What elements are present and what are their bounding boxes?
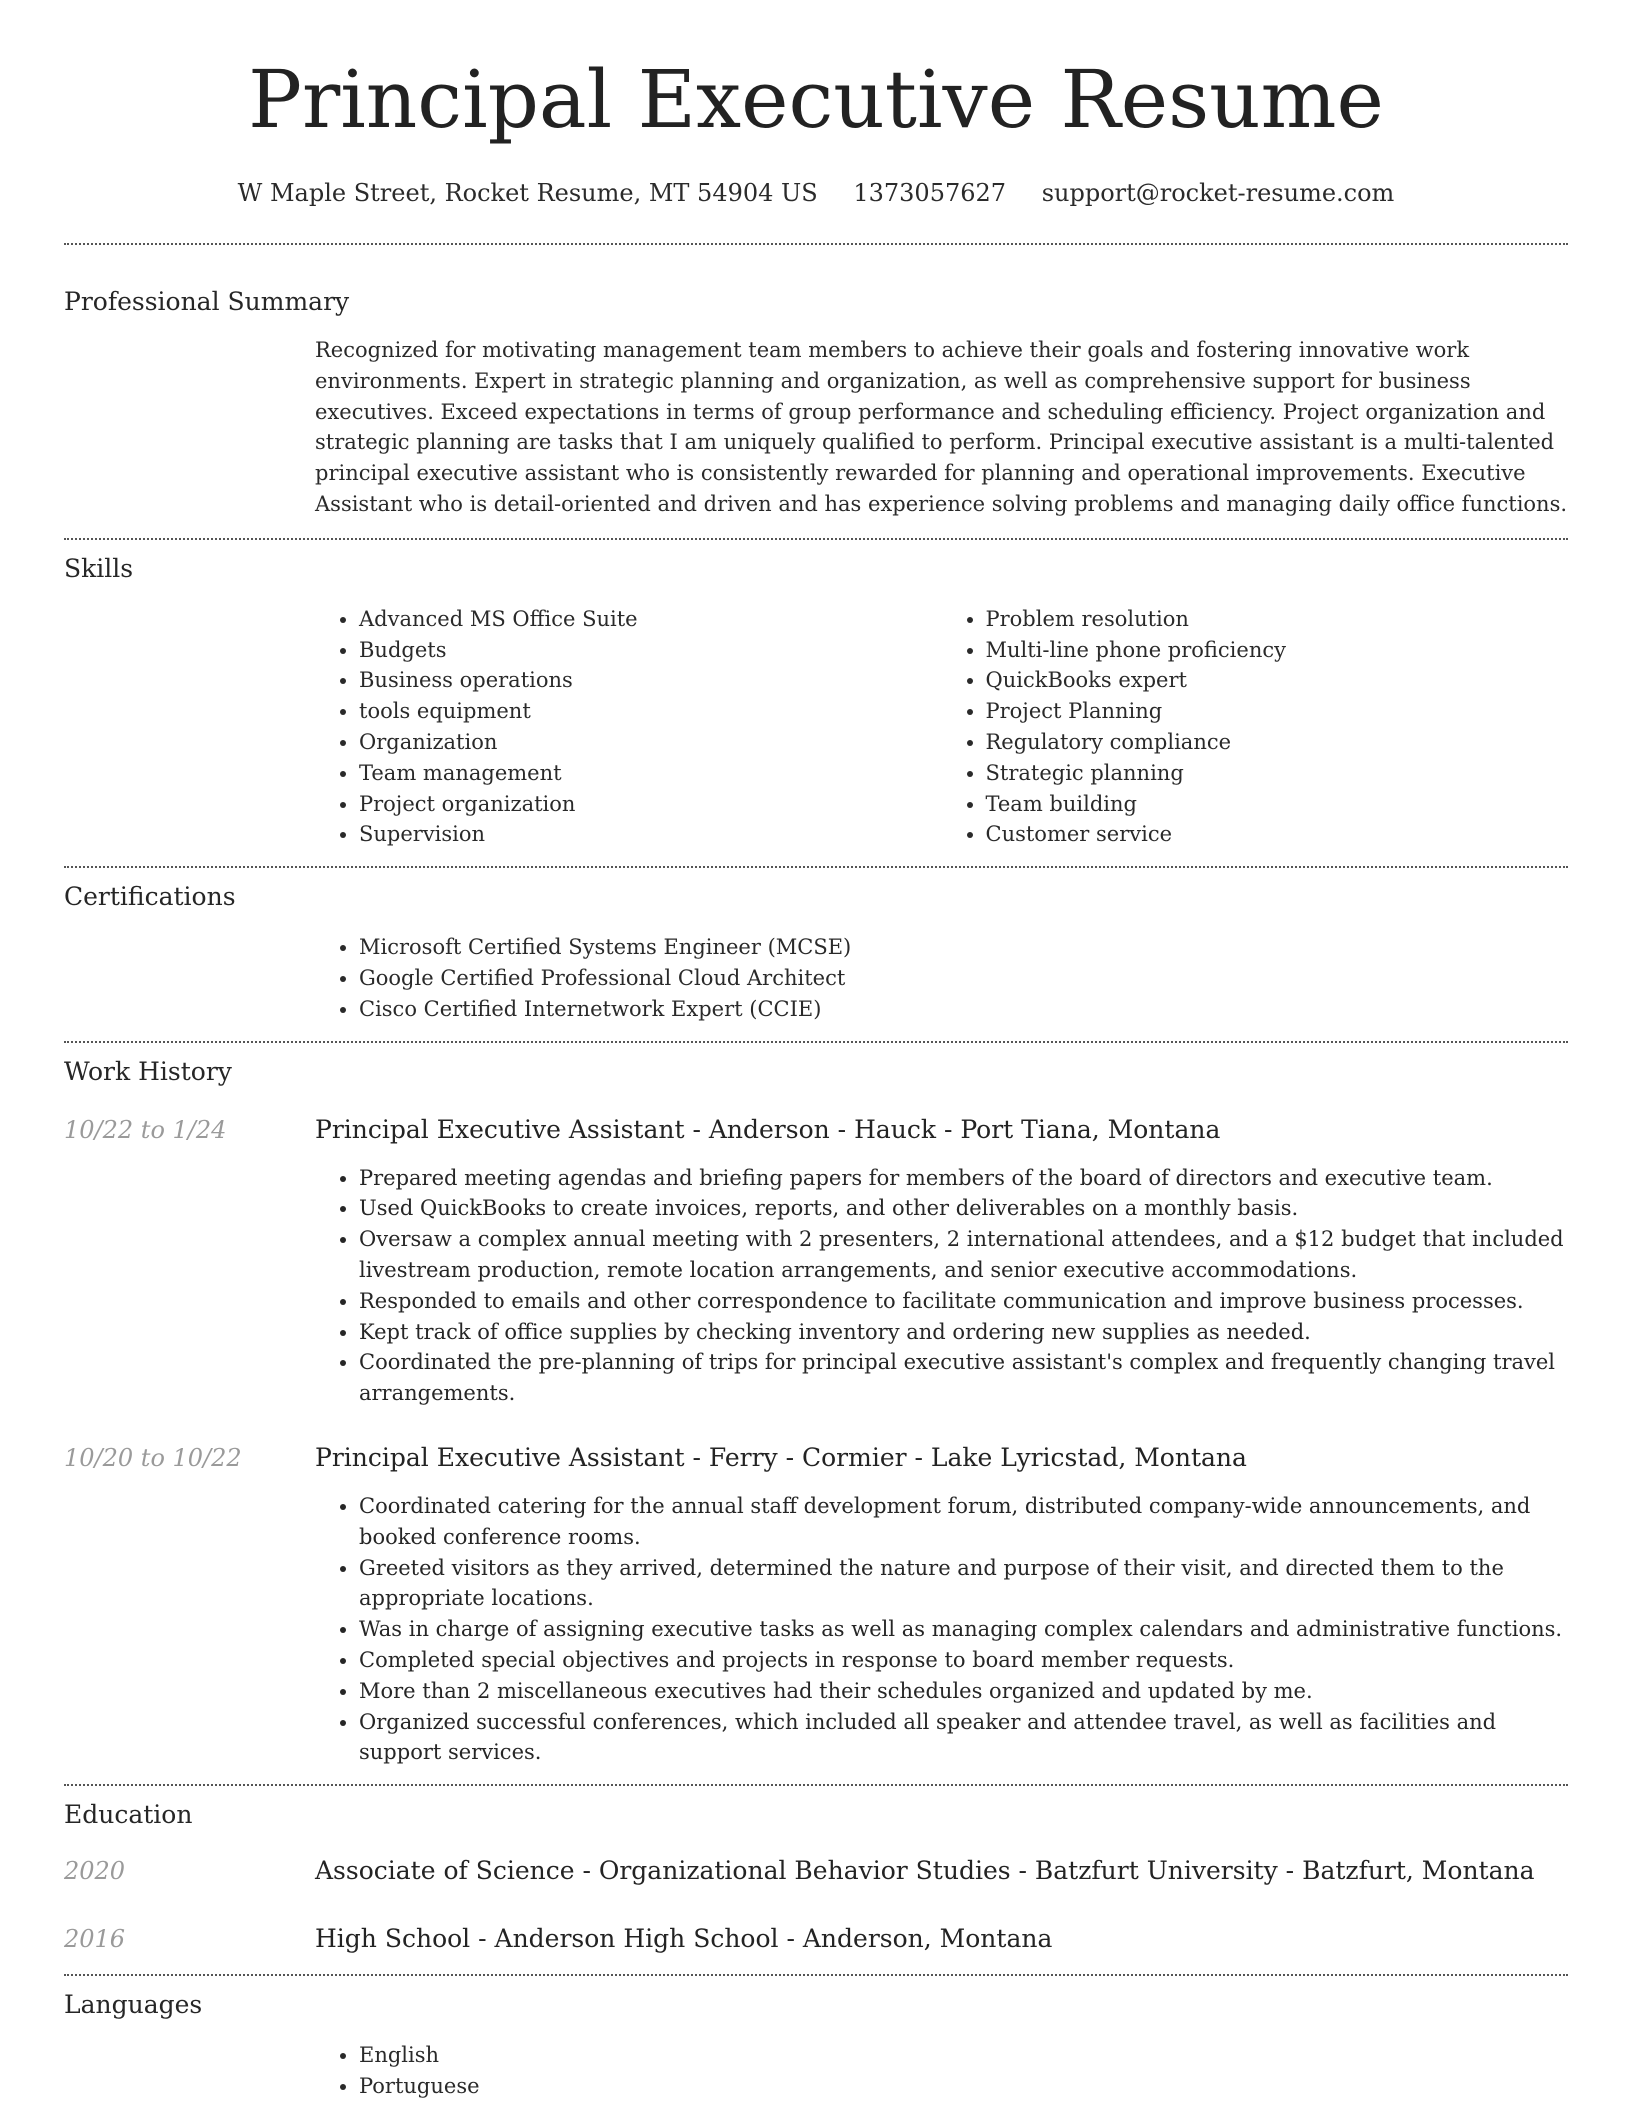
skill-item: • QuickBooks expert — [986, 665, 1569, 696]
job-bullet: • Coordinated catering for the annual staff development forum, distributed company-wide announcements, and booked conference rooms. — [359, 1491, 1568, 1553]
education-year: 2016 — [64, 1925, 126, 1954]
job-entry — [64, 1115, 1568, 1409]
skill-item: • Organization — [359, 727, 942, 758]
languages-section — [0, 1976, 1632, 2102]
skill-item: • Budgets — [359, 635, 942, 666]
education-heading: Education — [64, 1800, 193, 1830]
job-bullet: • Responded to emails and other correspondence to facilitate communication and improve business processes. — [359, 1286, 1568, 1317]
skills-list-right — [942, 604, 1569, 850]
skill-item: • Supervision — [359, 819, 942, 850]
job-dates: 10/20 to 10/22 — [64, 1443, 242, 1472]
job-title: Principal Executive Assistant - Anderson - Hauck - Port Tiana, Montana — [315, 1114, 1221, 1144]
skill-item: • tools equipment — [359, 696, 942, 727]
skill-item: • Strategic planning — [986, 758, 1569, 789]
job-bullet: • Used QuickBooks to create invoices, reports, and other deliverables on a monthly basis. — [359, 1193, 1568, 1224]
certifications-section — [0, 868, 1632, 1024]
skills-heading: Skills — [64, 553, 134, 583]
job-bullets — [315, 1491, 1568, 1768]
certification-item: • Google Certified Professional Cloud Architect — [359, 963, 1568, 994]
summary-section — [0, 245, 1632, 520]
job-entry — [64, 1443, 1568, 1768]
contact-email: support@rocket-resume.com — [1041, 179, 1395, 207]
skill-item: • Team building — [986, 789, 1569, 820]
education-year: 2020 — [64, 1857, 126, 1886]
job-title: Principal Executive Assistant - Ferry - Cormier - Lake Lyricstad, Montana — [315, 1442, 1247, 1472]
contact-address: W Maple Street, Rocket Resume, MT 54904 US — [237, 179, 818, 207]
contact-phone: 1373057627 — [853, 179, 1007, 207]
skill-item: • Business operations — [359, 665, 942, 696]
certification-item: • Cisco Certified Internetwork Expert (CCIE) — [359, 994, 1568, 1025]
skill-item: • Project Planning — [986, 696, 1569, 727]
contact-line — [0, 178, 1632, 208]
languages-list — [315, 2040, 1568, 2102]
languages-content — [315, 2040, 1568, 2102]
certifications-content — [315, 932, 1568, 1024]
skills-columns — [315, 604, 1568, 850]
job-bullet: • Was in charge of assigning executive tasks as well as managing complex calendars and administrative functions. — [359, 1614, 1568, 1645]
certifications-list — [315, 932, 1568, 1024]
job-bullet: • Kept track of office supplies by checking inventory and ordering new supplies as needed. — [359, 1317, 1568, 1348]
job-bullet: • Greeted visitors as they arrived, determined the nature and purpose of their visit, and directed them to the appropriate locations. — [359, 1553, 1568, 1615]
skill-item: • Advanced MS Office Suite — [359, 604, 942, 635]
work-history-section — [0, 1043, 1632, 1769]
job-bullet: • Organized successful conferences, which included all speaker and attendee travel, as well as facilities and support services. — [359, 1707, 1568, 1769]
job-bullet: • More than 2 miscellaneous executives had their schedules organized and updated by me. — [359, 1676, 1568, 1707]
certification-item: • Microsoft Certified Systems Engineer (MCSE) — [359, 932, 1568, 963]
language-item: • Portuguese — [359, 2071, 1568, 2102]
resume-title: Principal Executive Resume — [248, 53, 1384, 146]
job-bullet: • Oversaw a complex annual meeting with 2 presenters, 2 international attendees, and a $12 budget that included livestream production, remote location arrangements, and senior executive accommodations. — [359, 1224, 1568, 1286]
job-bullet: • Completed special objectives and projects in response to board member requests. — [359, 1645, 1568, 1676]
summary-text: Recognized for motivating management team members to achieve their goals and fostering innovative work environments. Expert in strategic planning and organization, as well as comprehensive support for business executives. Exceed expectations in terms of group performance and scheduling efficiency. Project organization and strategic planning are tasks that I am uniquely qualified to perform. Principal executive assistant is a multi-talented principal executive assistant who is consistently rewarded for planning and operational improvements. Executive Assistant who is detail-oriented and driven and has experience solving problems and managing daily office functions. — [315, 338, 1568, 516]
certifications-heading: Certifications — [64, 882, 236, 912]
work-history-heading: Work History — [64, 1056, 232, 1086]
skill-item: • Problem resolution — [986, 604, 1569, 635]
education-section — [0, 1786, 1632, 1954]
skill-item: • Project organization — [359, 789, 942, 820]
skills-list-left — [315, 604, 942, 850]
job-bullet: • Coordinated the pre-planning of trips for principal executive assistant's complex and frequently changing travel arrangements. — [359, 1347, 1568, 1409]
education-title: Associate of Science - Organizational Behavior Studies - Batzfurt University - Batzfurt, Montana — [315, 1856, 1535, 1886]
skill-item: • Multi-line phone proficiency — [986, 635, 1569, 666]
education-entry — [64, 1856, 1568, 1886]
job-bullet: • Prepared meeting agendas and briefing papers for members of the board of directors and executive team. — [359, 1163, 1568, 1194]
language-item: • English — [359, 2040, 1568, 2071]
job-dates: 10/22 to 1/24 — [64, 1115, 227, 1144]
skill-item: • Customer service — [986, 819, 1569, 850]
job-bullets — [315, 1163, 1568, 1409]
skill-item: • Regulatory compliance — [986, 727, 1569, 758]
education-title: High School - Anderson High School - Anderson, Montana — [315, 1924, 1053, 1954]
skill-item: • Team management — [359, 758, 942, 789]
summary-heading: Professional Summary — [64, 287, 350, 316]
education-entry — [64, 1924, 1568, 1954]
languages-heading: Languages — [64, 1990, 203, 2020]
skills-section — [0, 540, 1632, 850]
